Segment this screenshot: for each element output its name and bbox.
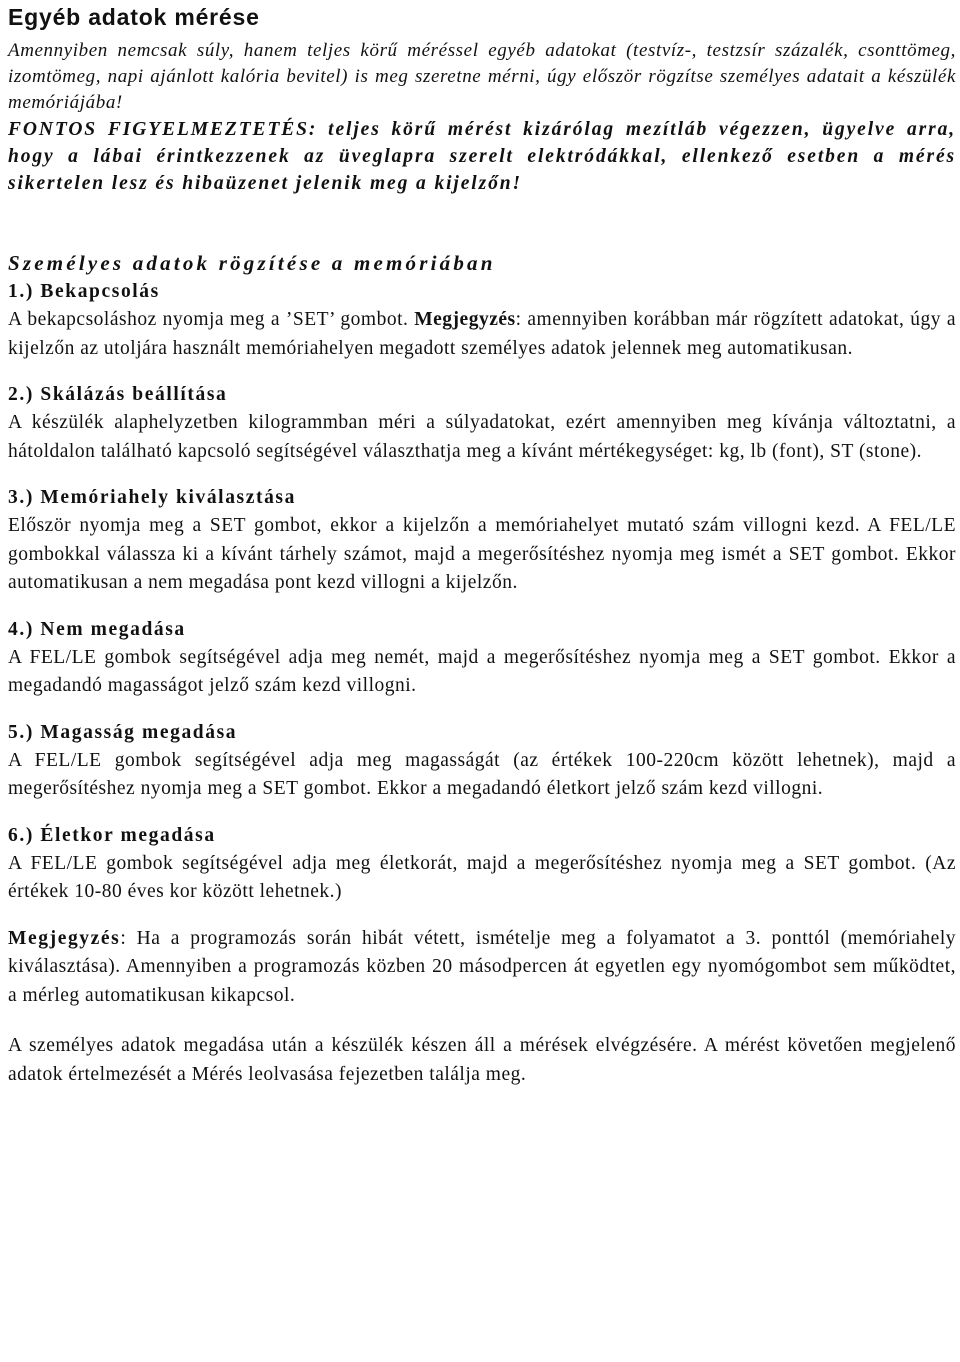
section-heading: Személyes adatok rögzítése a memóriában [8, 251, 496, 275]
step-height [8, 718, 956, 804]
warning-paragraph: FONTOS FIGYELMEZTETÉS: teljes körű mérést kizárólag mezítláb végezzen, ügyelve arra, hogy a lábai érintkezzenek az üveglapra szerelt elektródákkal, ellenkező esetben a mérés sikertelen lesz és hibaüzenet jelenik meg a kijelzőn! [8, 119, 956, 194]
spacer [8, 701, 956, 718]
step-scale-setting [8, 380, 956, 466]
step-body: A készülék alaphelyzetben kilogrammban méri a súlyadatokat, ezért amennyiben meg kívánja változtatni, a hátoldalon található kapcsoló segítségével választhatja meg a kívánt mértékegységet: kg, lb (font), ST (stone). [8, 412, 956, 462]
step-body-note-label: Megjegyzés [414, 309, 516, 330]
step-body: Először nyomja meg a SET gombot, ekkor a kijelzőn a memóriahelyet mutató szám villogni kezd. A FEL/LE gombokkal válassza ki a kívánt tárhely számot, majd a megerősítéshez nyomja meg ismét a SET gombot. Ekkor automatikusan a nem megadása pont kezd villogni a kijelzőn. [8, 515, 956, 593]
step-body: A FEL/LE gombok segítségével adja meg magasságát (az értékek 100-220cm között lehetnek), majd a megerősítéshez nyomja meg a SET gombot. Ekkor a megadandó életkort jelző szám kezd villogni. [8, 749, 956, 799]
page-title: Egyéb adatok mérése [8, 4, 260, 30]
spacer [8, 363, 956, 380]
step-body: A FEL/LE gombok segítségével adja meg életkorát, majd a megerősítéshez nyomja meg a SET gombot. (Az értékek 10-80 éves kor között lehetnek.) [8, 852, 956, 902]
spacer [8, 466, 956, 483]
step-title: 3.) Memóriahely kiválasztása [8, 487, 296, 508]
step-body [8, 306, 956, 363]
spacer [8, 598, 956, 615]
step-body: A FEL/LE gombok segítségével adja meg nemét, majd a megerősítéshez nyomja meg a SET gombot. Ekkor a megadandó magasságot jelző szám kezd villogni. [8, 646, 956, 696]
step-title: 5.) Magasság megadása [8, 721, 238, 743]
step-body-text: A bekapcsoláshoz nyomja meg a ’SET’ gombot. [8, 309, 415, 330]
closing-paragraph: A személyes adatok megadása után a készülék készen áll a mérések elvégzésére. A mérést követően megjelenő adatok értelmezését a Mérés leolvasása fejezetben találja meg. [8, 1035, 956, 1085]
note-paragraph [8, 925, 956, 1011]
step-memory-select [8, 483, 956, 598]
step-power-on [8, 277, 956, 363]
step-title: 2.) Skálázás beállítása [8, 384, 228, 405]
note-text: : Ha a programozás során hibát vétett, ismételje meg a folyamatot a 3. ponttól (memóriahely kiválasztása). Amennyiben a programozás közben 20 másodpercen át egyetlen egy nyomógombot sem működtet, a mérleg automatikusan kikapcsol. [8, 927, 956, 1006]
spacer [8, 804, 956, 821]
step-gender [8, 615, 956, 701]
step-title: 4.) Nem megadása [8, 618, 186, 640]
note-label: Megjegyzés [8, 927, 121, 949]
intro-paragraph: Amennyiben nemcsak súly, hanem teljes körű méréssel egyéb adatokat (testvíz-, testzsír százalék, csonttömeg, izomtömeg, napi ajánlott kalória bevitel) is meg szeretne mérni, úgy először rögzítse személyes adatait a készülék memóriájába! [8, 40, 956, 113]
step-title: 1.) Bekapcsolás [8, 281, 160, 302]
step-body-text: : amennyiben korábban már rögzített adatokat, úgy a kijelzőn az utoljára használt memóriahelyen megadott személyes adatok jelennek meg automatikusan. [8, 309, 956, 359]
step-title: 6.) Életkor megadása [8, 824, 216, 846]
step-age [8, 821, 956, 907]
